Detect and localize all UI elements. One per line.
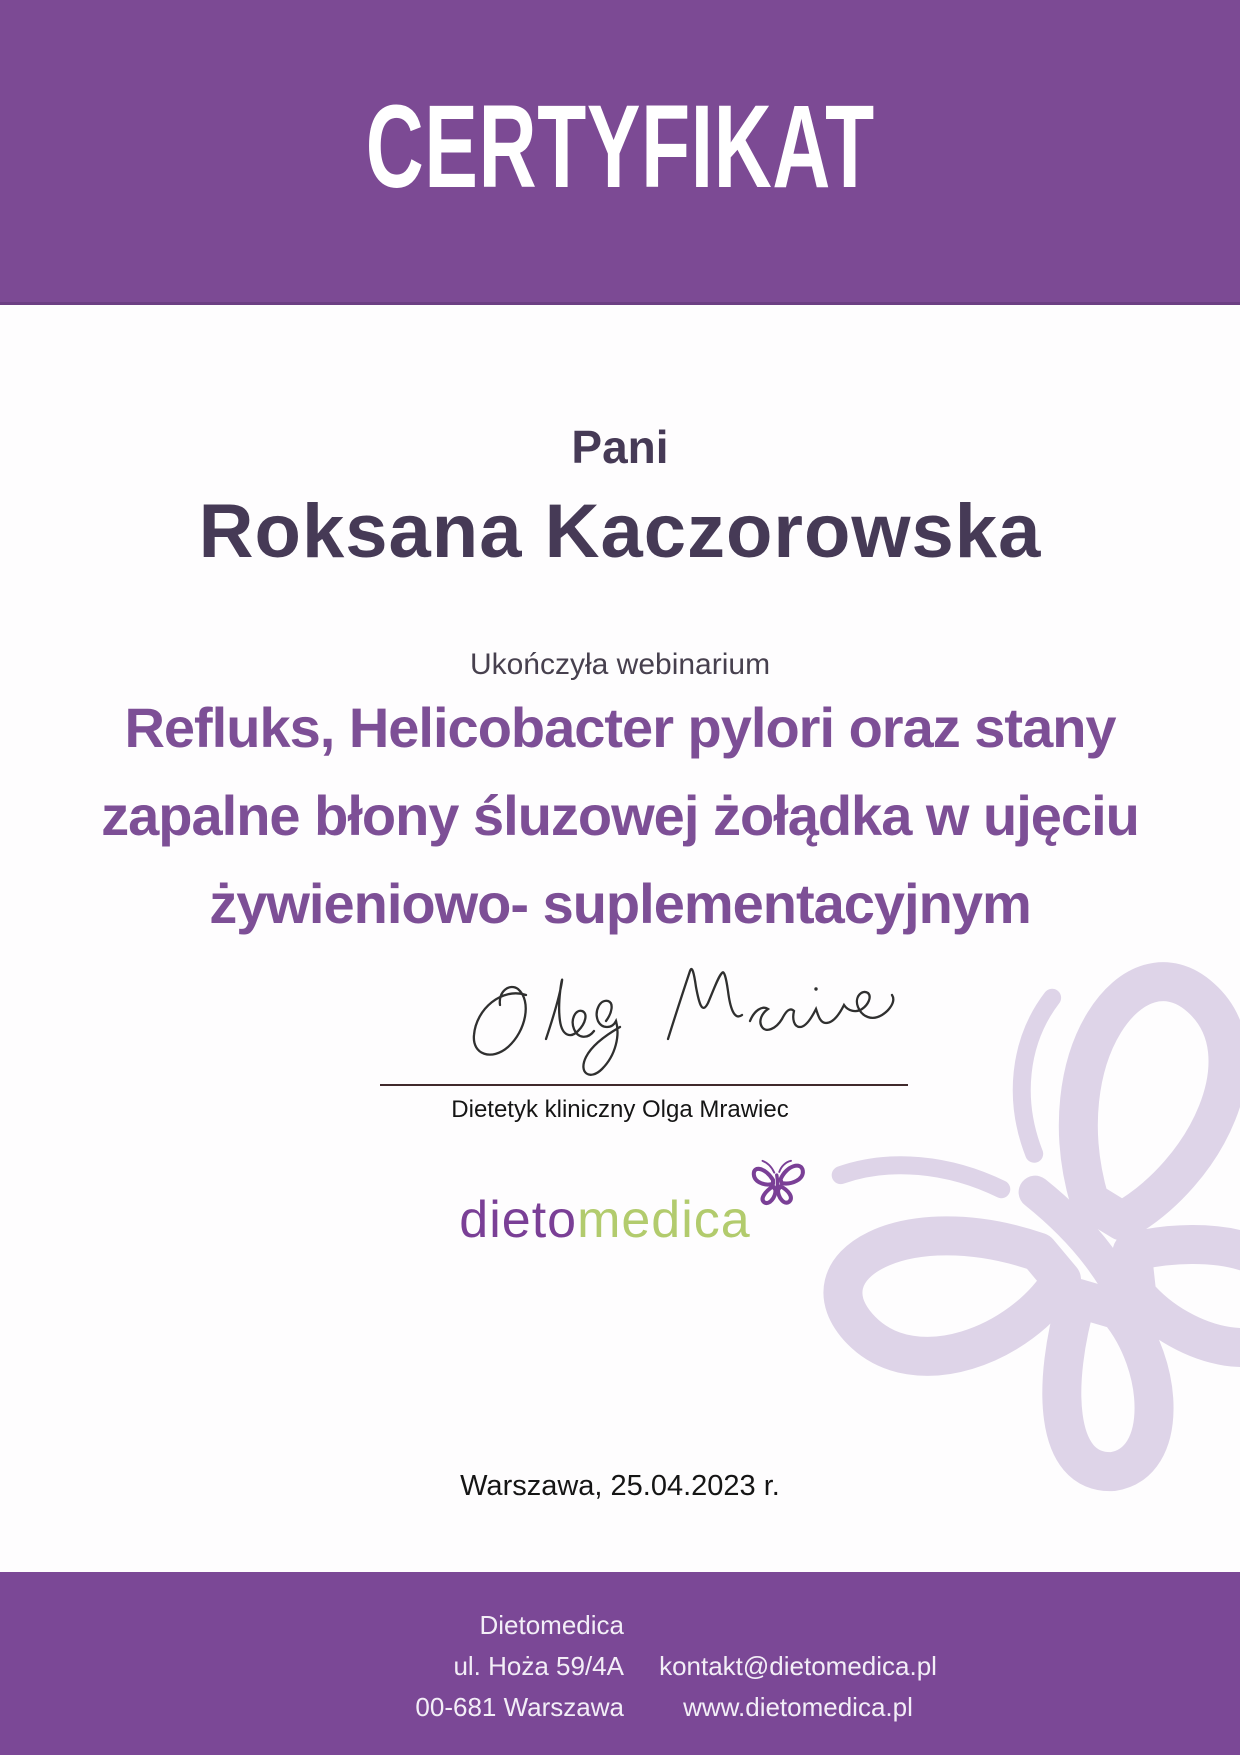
signature-handwriting xyxy=(410,943,920,1083)
logo-text-dieto: dieto xyxy=(459,1191,578,1249)
footer-website: www.dietomedica.pl xyxy=(683,1692,913,1722)
date-line: Warszawa, 25.04.2023 r. xyxy=(460,1470,780,1502)
footer-band xyxy=(0,1572,1240,1755)
logo-text-medica: medica xyxy=(577,1191,751,1249)
footer-contact-block xyxy=(658,1646,938,1728)
signatory-label: Dietetyk kliniczny Olga Mrawiec xyxy=(451,1096,789,1123)
salutation: Pani xyxy=(571,421,669,473)
logo-text xyxy=(459,1191,751,1258)
footer-email: kontakt@dietomedica.pl xyxy=(659,1651,937,1681)
butterfly-icon xyxy=(747,1146,809,1224)
completion-text: Ukończyła webinarium xyxy=(469,648,771,681)
course-title-line-1: Refluks, Helicobacter pylori oraz stany xyxy=(124,696,1116,759)
course-title xyxy=(0,684,1240,948)
footer-address-block xyxy=(415,1605,624,1728)
course-title-line-2: zapalne błony śluzowej żołądka w ujęciu xyxy=(101,784,1139,847)
footer-company: Dietomedica xyxy=(479,1610,624,1640)
certificate-heading xyxy=(0,81,1240,213)
signature-line xyxy=(380,1084,908,1086)
footer-address-line2: 00-681 Warszawa xyxy=(415,1692,624,1722)
certificate-heading-text: CERTYFIKAT xyxy=(365,81,875,213)
recipient-name: Roksana Kaczorowska xyxy=(198,489,1042,574)
course-title-line-3: żywieniowo- suplementacyjnym xyxy=(209,872,1031,935)
dietomedica-logo xyxy=(0,1146,1240,1258)
footer-address-line1: ul. Hoża 59/4A xyxy=(453,1651,624,1681)
